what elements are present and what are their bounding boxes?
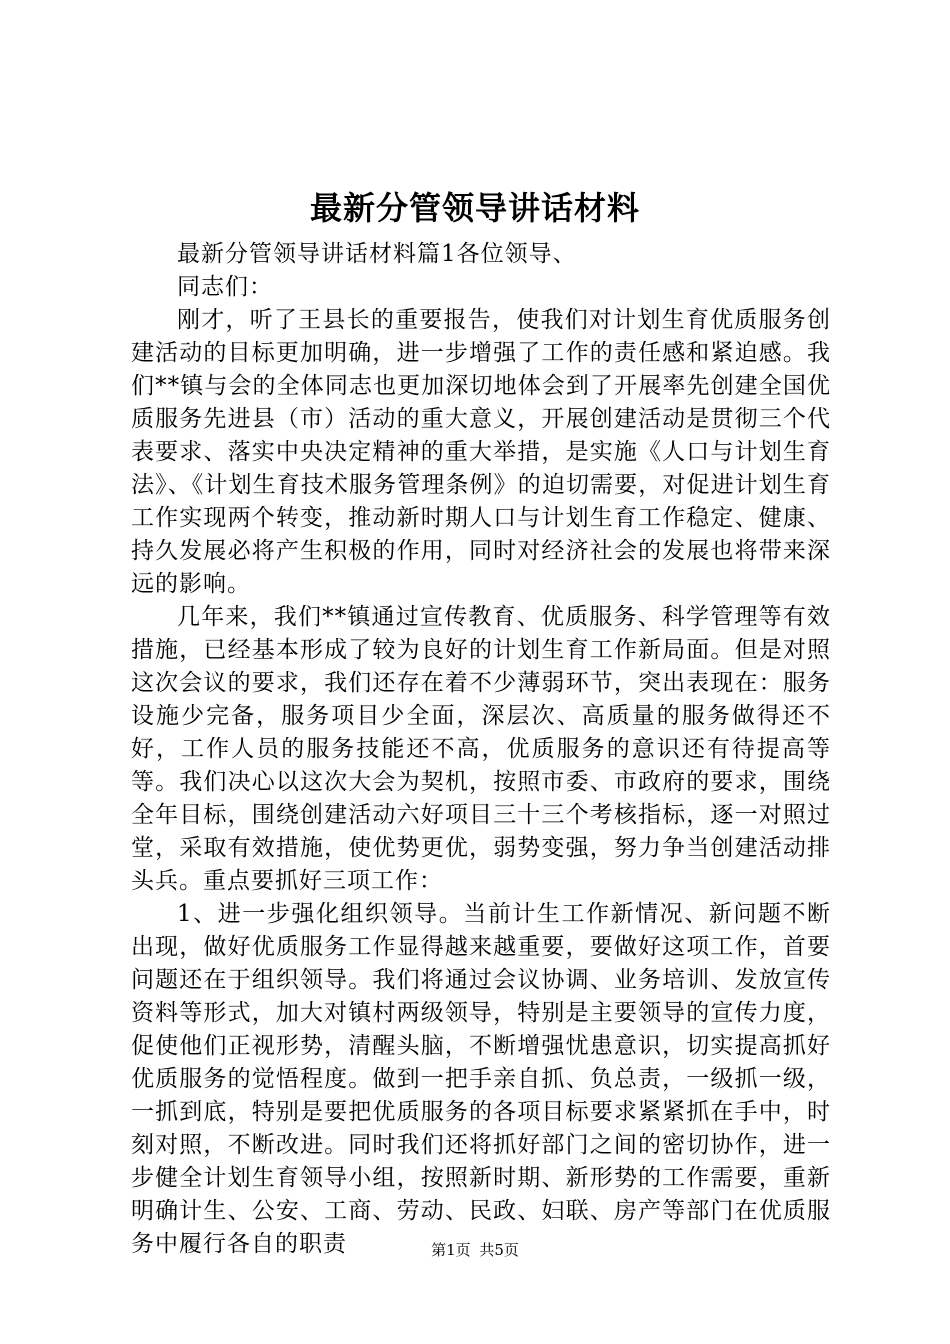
body-paragraph: 同志们： [177, 274, 273, 300]
page-footer [0, 1240, 950, 1260]
page-total: 共5页 [479, 1241, 519, 1259]
body-paragraph: 刚才，听了王县长的重要报告，使我们对计划生育优质服务创建活动的目标更加明确，进一步增强了工作的责任感和紧迫感。我们**镇与会的全体同志也更加深切地体会到了开展率先创建全国优质服务先进县（市）活动的重大意义，开展创建活动是贯彻三个代表要求、落实中央决定精神的重大举措，是实施《人口与计划生育法》、《计划生育技术服务管理条例》的迫切需要，对促进计划生育工作实现两个转变，推动新时期人口与计划生育工作稳定、健康、持久发展必将产生积极的作用，同时对经济社会的发展也将带来深远的影响。 [131, 307, 831, 597]
body-paragraph: 最新分管领导讲话材料篇1各位领导、 [177, 241, 577, 267]
body-paragraph: 几年来，我们**镇通过宣传教育、优质服务、科学管理等有效措施，已经基本形成了较为良好的计划生育工作新局面。但是对照这次会议的要求，我们还存在着不少薄弱环节，突出表现在：服务设施少完备，服务项目少全面，深层次、高质量的服务做得还不好，工作人员的服务技能还不高，优质服务的意识还有待提高等等。我们决心以这次大会为契机，按照市委、市政府的要求，围绕全年目标，围绕创建活动六好项目三十三个考核指标，逐一对照过堂，采取有效措施，使优势更优，弱势变强，努力争当创建活动排头兵。重点要抓好三项工作： [131, 604, 831, 894]
body-paragraph: 1、进一步强化组织领导。当前计生工作新情况、新问题不断出现，做好优质服务工作显得越来越重要，要做好这项工作，首要问题还在于组织领导。我们将通过会议协调、业务培训、发放宣传资料等形式，加大对镇村两级领导，特别是主要领导的宣传力度，促使他们正视形势，清醒头脑，不断增强忧患意识，切实提高抓好优质服务的觉悟程度。做到一把手亲自抓、负总责，一级抓一级，一抓到底，特别是要把优质服务的各项目标要求紧紧抓在手中，时刻对照，不断改进。同时我们还将抓好部门之间的密切协作，进一步健全计划生育领导小组，按照新时期、新形势的工作需要，重新明确计生、公安、工商、劳动、民政、妇联、房产等部门在优质服务中履行各自的职责 [131, 901, 831, 1257]
document-body [131, 238, 831, 1261]
document-title: 最新分管领导讲话材料 [309, 189, 640, 227]
page-number: 第1页 [431, 1241, 471, 1259]
